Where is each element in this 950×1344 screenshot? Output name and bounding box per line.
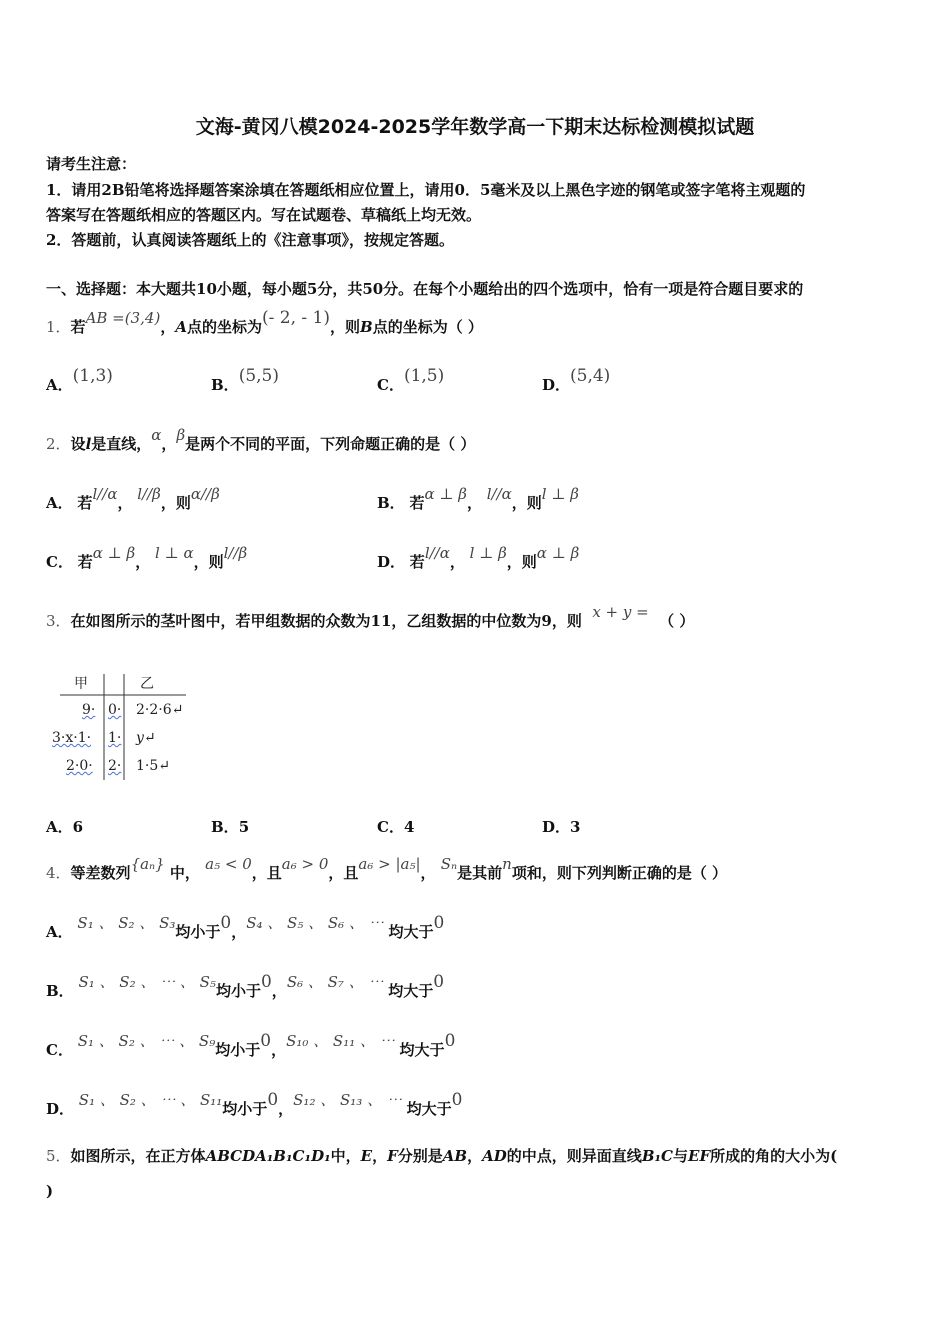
option-text: 均小于 <box>175 923 221 941</box>
option-text: 均小于 <box>222 1100 268 1118</box>
q2-option-c[interactable] <box>46 544 248 572</box>
q5-text: ， <box>467 1147 483 1165</box>
option-label: C． <box>46 553 73 571</box>
q1-option-d[interactable] <box>542 366 611 395</box>
option-text: 均大于 <box>399 1041 445 1059</box>
option-math: l ⊥ β <box>541 485 579 503</box>
q1-option-a[interactable] <box>46 366 113 395</box>
option-text: ， <box>231 923 247 941</box>
q2-option-b[interactable] <box>377 485 579 513</box>
question-5 <box>46 1145 837 1166</box>
q2-text: 设 <box>70 435 86 453</box>
q1-text: ，则 <box>330 318 361 336</box>
notice-line-3: 2．答题前，认真阅读答题纸上的《注意事项》，按规定答题。 <box>46 231 454 249</box>
q5-text: 如图所示，在正方体 <box>70 1147 206 1165</box>
option-text: 均大于 <box>388 982 434 1000</box>
stem-leaf-row2-right: y↵ <box>136 730 156 746</box>
option-math: 0 <box>260 1031 272 1051</box>
option-value: 3 <box>570 818 581 836</box>
question-number: 5． <box>46 1147 71 1165</box>
q4-text: 是其前 <box>457 864 503 882</box>
q4-math: Sₙ <box>440 855 458 873</box>
q1-option-c[interactable] <box>377 366 445 395</box>
stem-leaf-row2-stem: 1· <box>108 730 122 746</box>
q5-point-e: E <box>360 1147 373 1165</box>
q1-point-b: B <box>360 318 373 336</box>
page-title: 文海-黄冈八模2024-2025学年数学高一下期末达标检测模拟试题 <box>195 116 755 138</box>
option-text: ，则 <box>193 553 224 571</box>
option-math: l ⊥ β <box>469 544 507 562</box>
option-math: α ⊥ β <box>92 544 136 562</box>
option-label: D． <box>46 1100 75 1118</box>
q1-option-b[interactable] <box>211 366 279 395</box>
q2-text: 是直线， <box>91 435 152 453</box>
question-3 <box>46 603 695 631</box>
option-label: C． <box>46 1041 73 1059</box>
q5-line-ef: EF <box>688 1147 711 1165</box>
q5-text: 的中点，则异面直线 <box>506 1147 642 1165</box>
option-text: 均大于 <box>388 923 434 941</box>
q5-text: 中， <box>330 1147 361 1165</box>
q5-segment-ab: AB <box>442 1147 468 1165</box>
option-label: A． <box>46 818 73 836</box>
option-text: ， <box>466 494 482 512</box>
q4-math: a₆ > |a₅| <box>358 855 421 873</box>
option-text: 均大于 <box>406 1100 452 1118</box>
q3-option-b[interactable] <box>211 816 249 837</box>
option-math: α//β <box>190 485 220 503</box>
question-4 <box>46 855 728 883</box>
q3-text: 在如图所示的茎叶图中，若甲组数据的众数为11，乙组数据的中位数为9，则 <box>70 612 582 630</box>
option-math: l//α <box>486 485 512 503</box>
q2-option-a[interactable] <box>46 485 220 513</box>
option-text: 若 <box>77 494 93 512</box>
stem-leaf-header-jia: 甲 <box>74 676 88 692</box>
section-heading: 一、选择题：本大题共10小题，每小题5分，共50分。在每个小题给出的四个选项中，恰有一项是符合题目要求的 <box>46 280 804 298</box>
q2-beta: β <box>176 426 186 444</box>
option-math: 0 <box>433 913 445 933</box>
q4-option-a[interactable] <box>46 913 445 942</box>
q1-math-point: (- 2, - 1) <box>262 308 330 328</box>
option-text: ，则 <box>160 494 191 512</box>
q3-math: x + y = <box>592 603 649 621</box>
q1-text: 点的坐标为（ ） <box>372 318 483 336</box>
q5-text: 与 <box>673 1147 689 1165</box>
option-math: α ⊥ β <box>536 544 580 562</box>
q2-option-d[interactable] <box>377 544 580 572</box>
q1-math-vector: AB =(3,4) <box>85 309 161 327</box>
option-math: l//α <box>92 485 118 503</box>
q4-option-b[interactable] <box>46 972 445 1001</box>
q5-text: 所成的角的大小为( <box>710 1147 838 1165</box>
option-math: S₁ 、 S₂ 、 ⋯ 、 S₉ <box>77 1032 216 1050</box>
option-math: S₁ 、 S₂ 、 ⋯ 、 S₁₁ <box>78 1091 223 1109</box>
option-value: 4 <box>403 818 415 836</box>
q4-text: ，且 <box>251 864 282 882</box>
option-text: 均小于 <box>215 982 261 1000</box>
option-math: 0 <box>267 1090 279 1110</box>
option-math: S₁₀ 、 S₁₁ 、 ⋯ <box>286 1032 395 1050</box>
q5-segment-ad: AD <box>482 1147 507 1165</box>
option-text: 若 <box>77 553 93 571</box>
option-label: B． <box>211 376 239 394</box>
option-label: A． <box>46 494 73 512</box>
notice-line-1: 1．请用2B铅笔将选择题答案涂填在答题纸相应位置上，请用0．5毫米及以上黑色字迹的钢笔或签字笔将主观题的 <box>46 181 806 199</box>
option-text: ， <box>271 982 287 1000</box>
q3-option-a[interactable] <box>46 816 83 837</box>
q4-text: ， <box>420 864 436 882</box>
q4-text: 项和，则下列判断正确的是（ ） <box>511 864 728 882</box>
stem-leaf-row2-left: 3·x·1· <box>52 730 92 746</box>
q3-text: （ ） <box>659 612 695 630</box>
q4-option-c[interactable] <box>46 1031 456 1060</box>
option-math: S₁ 、 S₂ 、 S₃ <box>77 914 176 932</box>
option-math: (5,5) <box>238 366 279 386</box>
q1-text: 若 <box>70 318 86 336</box>
option-math: 0 <box>433 972 445 992</box>
option-math: l//β <box>137 485 161 503</box>
q2-alpha: α <box>151 426 162 444</box>
option-text: ，则 <box>511 494 542 512</box>
option-math: 0 <box>220 913 232 933</box>
q4-option-d[interactable] <box>46 1090 463 1119</box>
q2-text: ， <box>161 435 177 453</box>
option-value: 5 <box>238 818 250 836</box>
stem-leaf-row1-left: 9· <box>82 702 96 718</box>
q4-text: 中， <box>169 864 200 882</box>
option-math: (1,5) <box>403 366 445 386</box>
option-math: l ⊥ α <box>155 544 194 562</box>
stem-leaf-header-yi: 乙 <box>140 676 154 692</box>
option-text: 若 <box>409 553 425 571</box>
stem-leaf-row3-stem: 2· <box>108 758 122 774</box>
q4-text: 等差数列 <box>70 864 131 882</box>
option-math: (1,3) <box>72 366 113 386</box>
notice-line-2: 答案写在答题纸相应的答题区内。写在试题卷、草稿纸上均无效。 <box>46 206 482 224</box>
option-math: α ⊥ β <box>424 485 467 503</box>
q2-line-l: l <box>85 435 92 453</box>
option-label: C． <box>377 818 404 836</box>
option-text: 若 <box>409 494 425 512</box>
q4-text: ，且 <box>328 864 359 882</box>
q1-text: 点的坐标为 <box>186 318 262 336</box>
question-number: 2． <box>46 435 71 453</box>
stem-leaf-plot <box>50 670 190 785</box>
q5-text: 分别是 <box>397 1147 443 1165</box>
question-2 <box>46 426 476 454</box>
stem-leaf-row1-stem: 0· <box>108 702 122 718</box>
option-text: 均小于 <box>215 1041 261 1059</box>
q5-line-b1c: B₁C <box>641 1147 673 1165</box>
question-number: 4． <box>46 864 71 882</box>
q3-option-c[interactable] <box>377 816 414 837</box>
question-number: 1． <box>46 318 71 336</box>
option-text: ， <box>278 1100 294 1118</box>
option-label: C． <box>377 376 404 394</box>
stem-leaf-row1-right: 2·2·6↵ <box>136 702 184 718</box>
option-text: ， <box>449 553 465 571</box>
question-number: 3． <box>46 612 71 630</box>
option-math: (5,4) <box>570 366 611 386</box>
option-label: A． <box>46 376 73 394</box>
option-math: 0 <box>451 1090 463 1110</box>
q4-math: a₅ < 0 <box>205 855 252 873</box>
q5-cube: ABCDA₁B₁C₁D₁ <box>205 1147 331 1165</box>
q4-math: {aₙ} <box>130 855 165 873</box>
q1-text: ， <box>160 318 176 336</box>
option-label: D． <box>542 376 571 394</box>
option-text: ，则 <box>506 553 537 571</box>
stem-leaf-row3-left: 2·0· <box>66 758 93 774</box>
option-math: l//α <box>424 544 450 562</box>
option-text: ， <box>271 1041 287 1059</box>
q5-closing-paren: ) <box>46 1182 54 1200</box>
q4-math: a₆ > 0 <box>281 855 329 873</box>
option-label: B． <box>46 982 74 1000</box>
option-math: 0 <box>444 1031 456 1051</box>
option-label: D． <box>542 818 571 836</box>
notice-heading: 请考生注意： <box>46 155 137 173</box>
stem-leaf-row3-right: 1·5↵ <box>136 758 170 774</box>
option-label: B． <box>377 494 405 512</box>
option-label: D． <box>377 553 406 571</box>
q4-math: n <box>502 855 512 873</box>
option-value: 6 <box>72 818 84 836</box>
option-text: ， <box>135 553 151 571</box>
q5-text: ， <box>372 1147 388 1165</box>
option-math: 0 <box>260 972 272 992</box>
q5-point-f: F <box>387 1147 398 1165</box>
option-math: S₆ 、 S₇ 、 ⋯ <box>286 973 384 991</box>
option-label: B． <box>211 818 239 836</box>
option-label: A． <box>46 923 73 941</box>
q2-text: 是两个不同的平面，下列命题正确的是（ ） <box>185 435 476 453</box>
option-math: S₁ 、 S₂ 、 ⋯ 、 S₅ <box>78 973 216 991</box>
q3-option-d[interactable] <box>542 816 580 837</box>
option-math: S₄ 、 S₅ 、 S₆ 、 ⋯ <box>246 914 384 932</box>
q1-point-a: A <box>175 318 187 336</box>
option-text: ， <box>117 494 133 512</box>
option-math: l//β <box>223 544 248 562</box>
question-1 <box>46 308 483 337</box>
option-math: S₁₂ 、 S₁₃ 、 ⋯ <box>293 1091 402 1109</box>
